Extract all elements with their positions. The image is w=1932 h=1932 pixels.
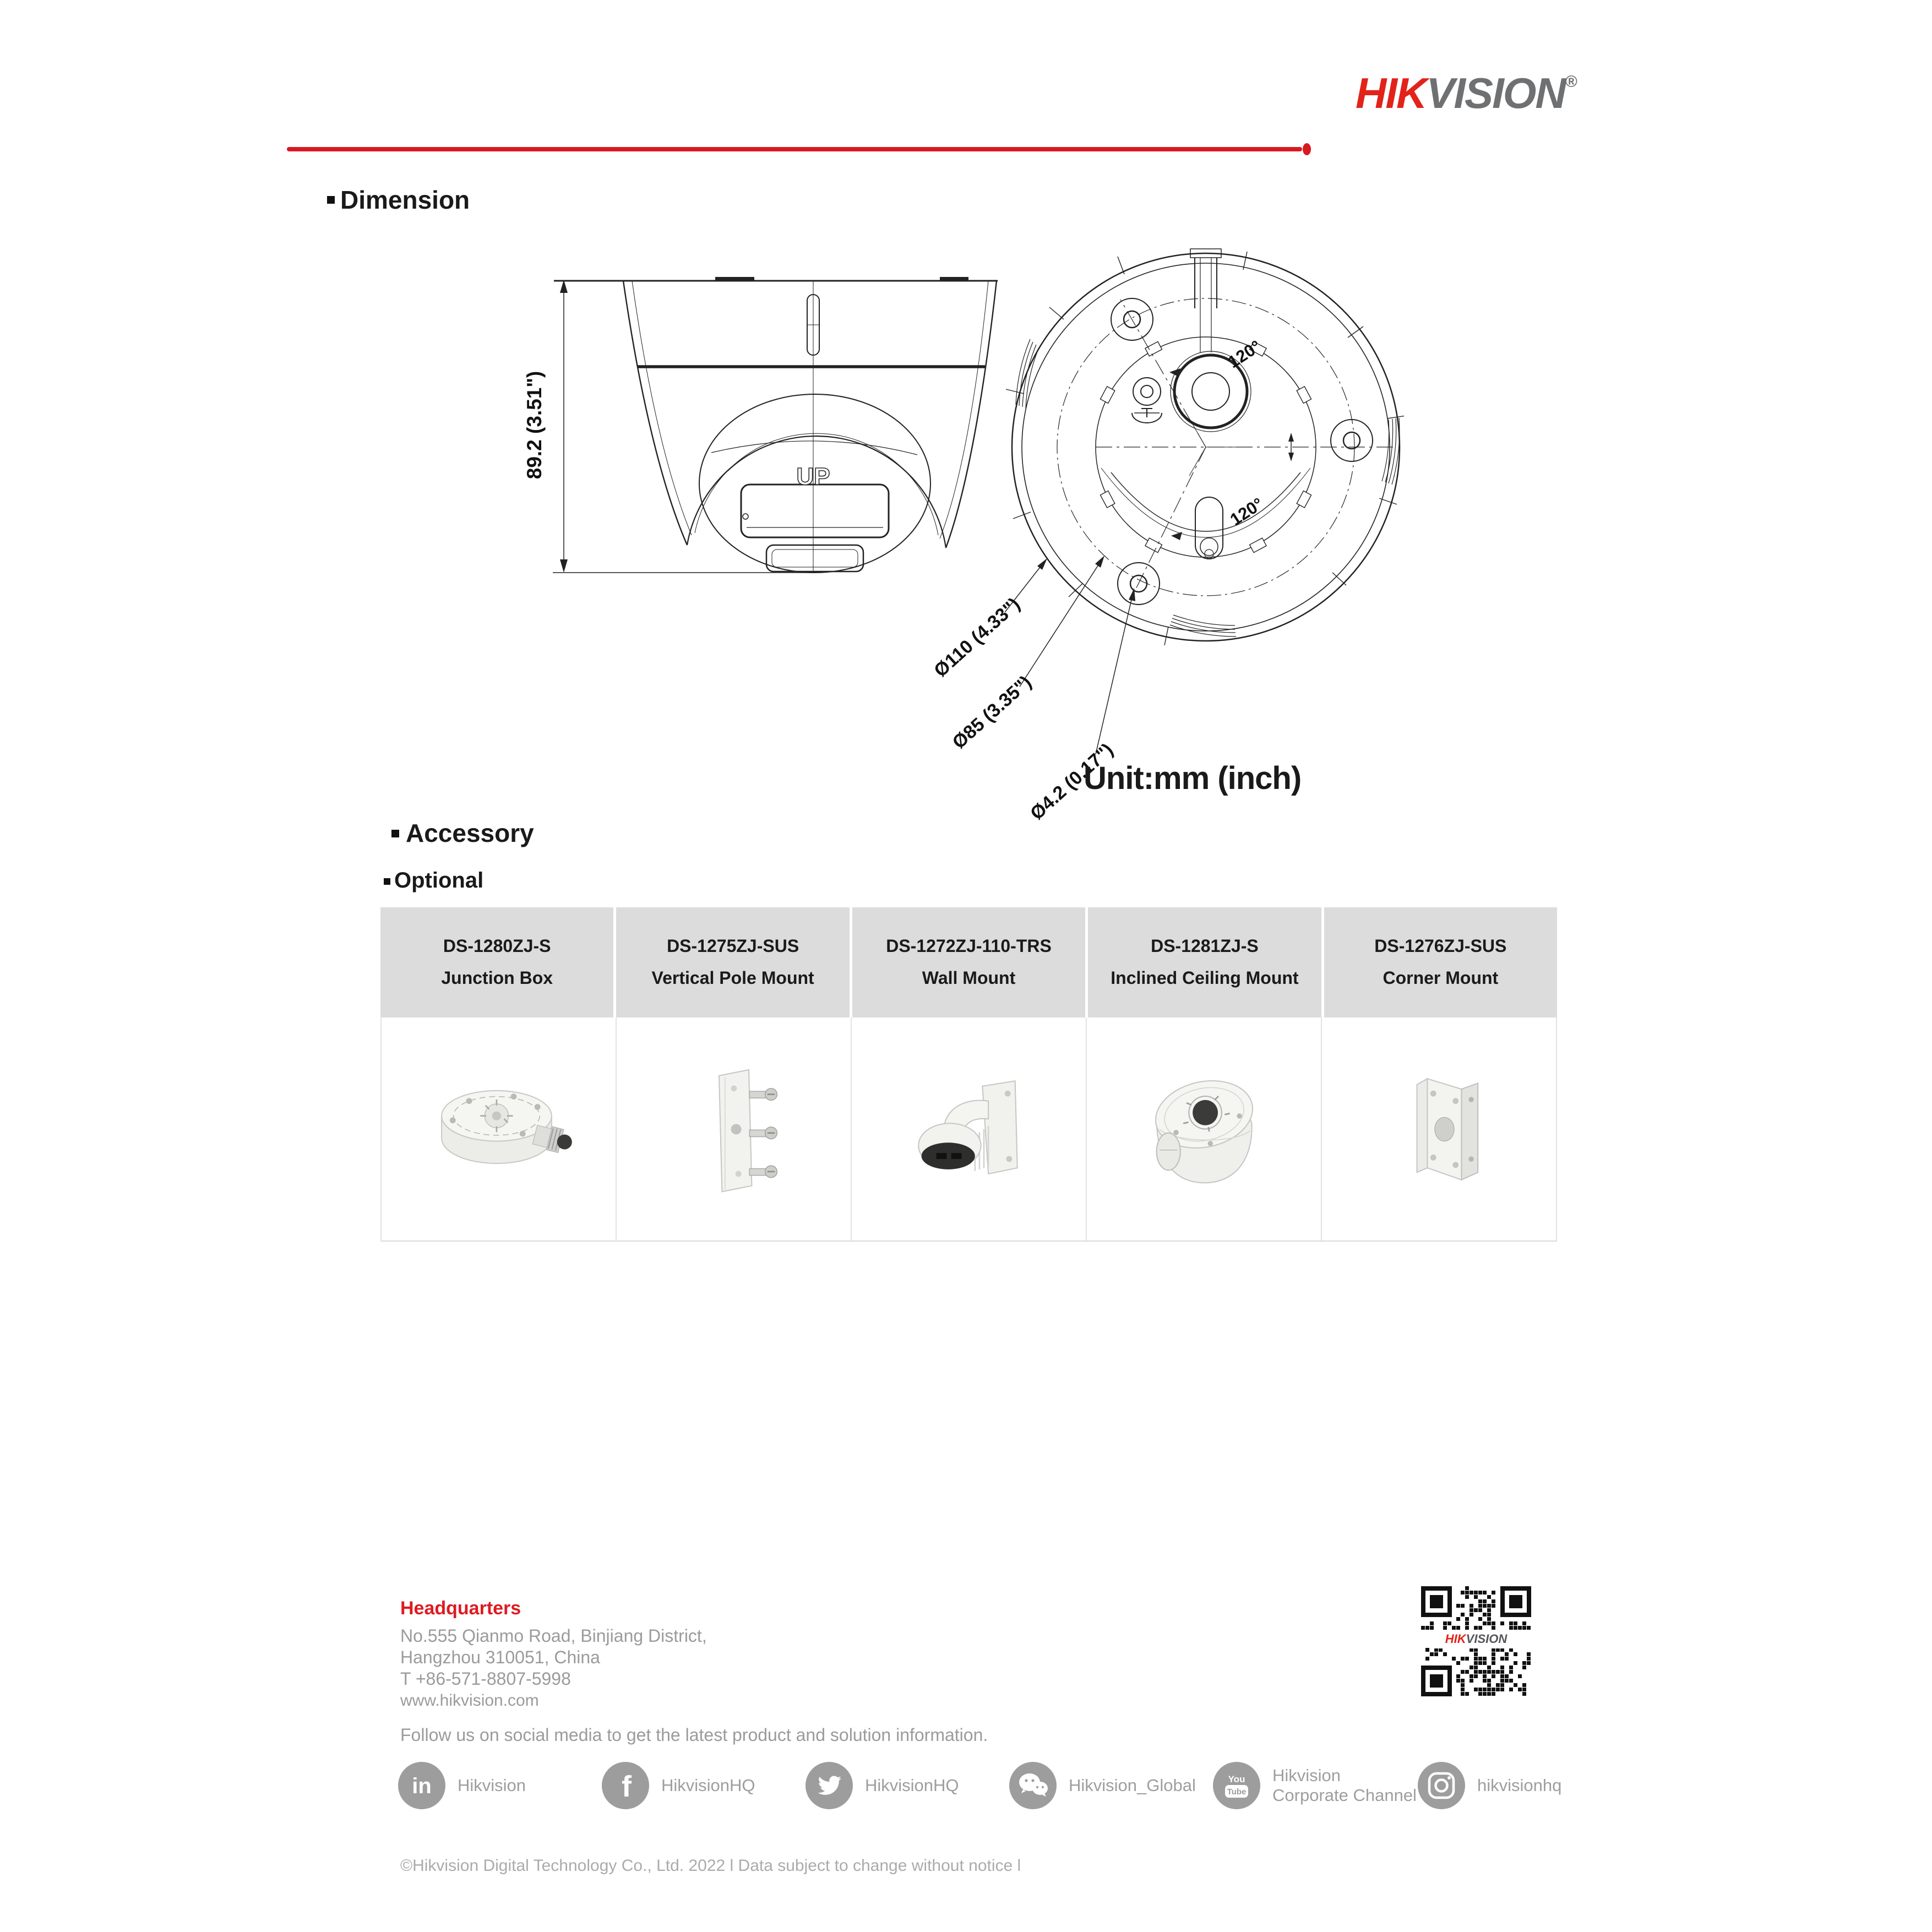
accessory-table-body <box>380 1017 1557 1242</box>
social-label: HikvisionHQ <box>661 1776 755 1795</box>
accessory-title: Accessory <box>406 819 534 847</box>
svg-text:HIKVISION <box>1445 1632 1508 1646</box>
accessory-bullet-icon <box>391 830 399 837</box>
website-url: www.hikvision.com <box>400 1691 539 1710</box>
social-label-line2: Corporate Channel <box>1272 1786 1417 1805</box>
accessory-name: Inclined Ceiling Mount <box>1111 968 1299 988</box>
table-cell-junction-box <box>382 1017 617 1240</box>
accessory-table-header <box>380 907 1557 1017</box>
bottom-view-drawing <box>1006 249 1404 645</box>
wechat-icon <box>1009 1762 1057 1809</box>
accessory-model: DS-1281ZJ-S <box>1151 936 1259 956</box>
instagram-icon <box>1418 1762 1465 1809</box>
address-line-1: No.555 Qianmo Road, Binjiang District, <box>400 1626 707 1646</box>
svg-text:Tube: Tube <box>1227 1787 1247 1797</box>
accessory-model: DS-1280ZJ-S <box>443 936 551 956</box>
svg-text:in: in <box>412 1774 432 1798</box>
diameter-label-110: Ø110 (4.33") <box>930 594 1025 682</box>
accessory-name: Vertical Pole Mount <box>651 968 814 988</box>
social-label: hikvisionhq <box>1477 1776 1562 1795</box>
side-view-drawing <box>523 277 998 573</box>
junction-box-image <box>425 1055 573 1204</box>
diameter-label-4-2: Ø4.2 (0.17") <box>1026 739 1118 824</box>
accessory-model: DS-1275ZJ-SUS <box>667 936 799 956</box>
angle-label-bottom: 120° <box>1226 494 1267 530</box>
dimension-title: Dimension <box>340 186 470 214</box>
accessory-header-wall-mount <box>852 907 1085 1017</box>
wall-mount-image <box>895 1055 1043 1204</box>
accessory-name: Junction Box <box>441 968 553 988</box>
headquarters-address <box>400 1625 707 1690</box>
accessory-header-corner-mount <box>1324 907 1557 1017</box>
logo-hik: HIK <box>1356 69 1427 117</box>
accessory-table <box>380 907 1557 1242</box>
social-label-line1: Hikvision <box>1272 1766 1341 1785</box>
dimension-drawing <box>523 231 1404 837</box>
headquarters-title: Headquarters <box>400 1598 521 1619</box>
registered-mark-icon: ® <box>1565 73 1576 91</box>
copyright-text: ©Hikvision Digital Technology Co., Ltd. 2022 l Data subject to change without notice l <box>400 1857 1021 1875</box>
unit-label: Unit:mm (inch) <box>1084 760 1302 796</box>
qr-logo-hik: HIK <box>1445 1632 1466 1646</box>
header-divider-dot-icon <box>1303 143 1311 155</box>
height-dimension-label: 89.2 (3.51") <box>523 371 546 480</box>
social-youtube <box>1213 1761 1417 1810</box>
social-label: Hikvision_Global <box>1069 1776 1196 1795</box>
optional-subtitle: Optional <box>394 868 484 892</box>
social-label <box>1272 1766 1417 1805</box>
accessory-name: Corner Mount <box>1383 968 1499 988</box>
diameter-label-85: Ø85 (3.35") <box>948 671 1036 753</box>
hikvision-logo <box>1356 68 1576 118</box>
table-cell-wall-mount <box>852 1017 1087 1240</box>
inclined-ceiling-mount-image <box>1130 1055 1278 1204</box>
logo-vision: VISION <box>1426 69 1565 117</box>
accessory-model: DS-1276ZJ-SUS <box>1374 936 1507 956</box>
accessory-name: Wall Mount <box>922 968 1016 988</box>
qr-logo-vision: VISION <box>1466 1632 1507 1646</box>
dimension-bullet-icon <box>327 196 335 204</box>
svg-text:f: f <box>622 1770 632 1803</box>
table-cell-inclined-ceiling-mount <box>1087 1017 1322 1240</box>
social-media-row <box>398 1761 1582 1810</box>
vertical-pole-mount-image <box>660 1055 808 1204</box>
accessory-header-vertical-pole-mount <box>616 907 849 1017</box>
facebook-icon <box>602 1762 649 1809</box>
linkedin-icon <box>398 1762 445 1809</box>
social-label: Hikvision <box>458 1776 526 1795</box>
up-marking: UP <box>796 463 830 490</box>
address-line-2: Hangzhou 310051, China <box>400 1647 600 1667</box>
accessory-header-inclined-ceiling-mount <box>1088 907 1321 1017</box>
follow-us-text: Follow us on social media to get the latest product and solution information. <box>400 1725 988 1745</box>
twitter-icon <box>806 1762 853 1809</box>
table-cell-vertical-pole-mount <box>617 1017 852 1240</box>
qr-code <box>1418 1583 1534 1699</box>
header-divider-line <box>287 147 1302 151</box>
corner-mount-image <box>1365 1055 1514 1204</box>
social-label: HikvisionHQ <box>865 1776 959 1795</box>
social-facebook <box>602 1761 755 1810</box>
social-twitter <box>806 1761 959 1810</box>
social-instagram <box>1418 1761 1561 1810</box>
accessory-model: DS-1272ZJ-110-TRS <box>886 936 1052 956</box>
social-linkedin <box>398 1761 526 1810</box>
table-cell-corner-mount <box>1322 1017 1557 1240</box>
optional-bullet-icon <box>384 878 390 885</box>
svg-text:You: You <box>1228 1774 1245 1784</box>
phone-number: T +86-571-8807-5998 <box>400 1669 571 1689</box>
angle-label-top: 120° <box>1224 336 1265 372</box>
youtube-icon <box>1213 1762 1260 1809</box>
social-wechat <box>1009 1761 1196 1810</box>
accessory-header-junction-box <box>380 907 613 1017</box>
